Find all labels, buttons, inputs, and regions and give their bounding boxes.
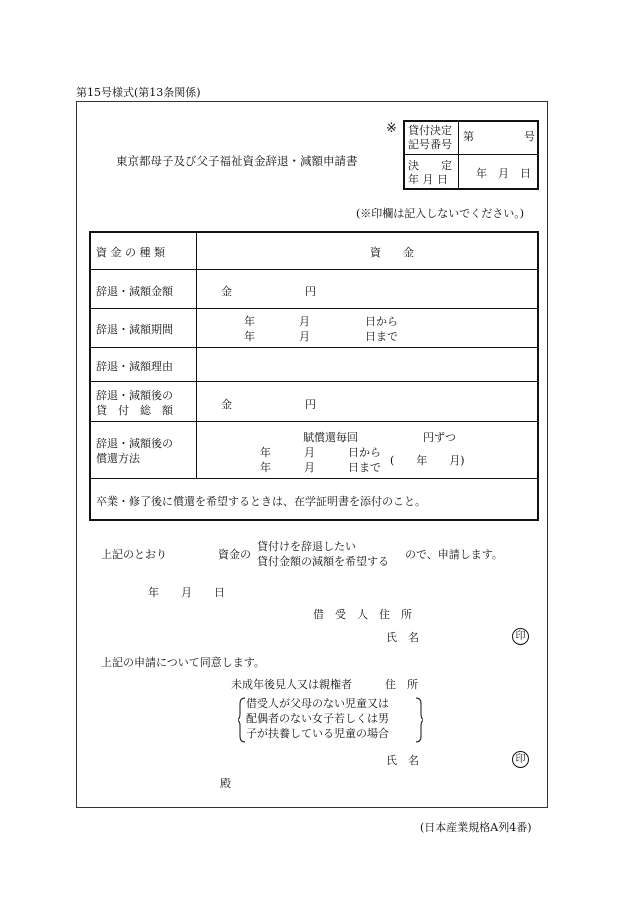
borrower-address-label: 借 受 人 住 所 <box>313 608 412 621</box>
statement-suffix: ので、申請します。 <box>405 548 503 561</box>
method-to: 年 月 日まで <box>260 461 381 474</box>
amount-unit: 円 <box>305 285 316 298</box>
guardian-condition-1: 借受人が父母のない児童又は <box>246 697 389 710</box>
decision-date-label-1: 決 定 <box>408 159 452 172</box>
total-label-1: 辞退・減額後の <box>96 389 173 402</box>
method-period-paren: ( 年 月) <box>390 454 465 467</box>
statement-option-reduce: 貸付金額の減額を希望する <box>257 555 389 568</box>
total-label-2: 貸 付 総 額 <box>96 404 173 417</box>
statement-option-decline: 貸付けを辞退したい <box>257 540 356 553</box>
guardian-condition-brackets <box>238 696 423 744</box>
reason-label: 辞退・減額理由 <box>96 360 173 373</box>
borrower-seal-mark: 印 <box>512 628 529 645</box>
guardian-condition-2: 配偶者のない女子若しくは男 <box>246 712 389 725</box>
decision-date-value: 年 月 日 <box>476 167 531 180</box>
loan-number-prefix: 第 <box>463 130 474 143</box>
statement-prefix: 上記のとおり <box>101 548 167 561</box>
fund-type-value: 資 金 <box>370 246 414 259</box>
guardian-seal-mark: 印 <box>512 751 529 768</box>
borrower-name-label: 氏 名 <box>386 631 419 644</box>
loan-decision-label-2: 記号番号 <box>408 138 452 151</box>
fund-type-label: 資 金 の 種 類 <box>96 246 165 259</box>
method-label-1: 辞退・減額後の <box>96 437 173 450</box>
method-per-installment: 賦償還毎回 <box>303 431 358 444</box>
table-footnote: 卒業・修了後に償還を希望するときは、在学証明書を添付のこと。 <box>96 495 426 508</box>
form-title: 東京都母子及び父子福祉資金辞退・減額申請書 <box>116 154 358 168</box>
stamp-note: (※印欄は記入しないでください。) <box>356 207 525 220</box>
loan-decision-label-1: 貸付決定 <box>408 124 452 137</box>
total-unit: 円 <box>305 398 316 411</box>
asterisk-mark: ※ <box>386 121 397 136</box>
addressee-suffix: 殿 <box>220 777 231 790</box>
total-prefix: 金 <box>221 398 232 411</box>
paper-size-note: (日本産業規格A列4番) <box>420 821 532 834</box>
amount-label: 辞退・減額金額 <box>96 285 173 298</box>
period-to: 年 月 日まで <box>244 330 398 343</box>
guardian-name-label: 氏 名 <box>386 754 419 767</box>
application-date: 年 月 日 <box>148 586 225 599</box>
method-per-suffix: 円ずつ <box>423 431 456 444</box>
consent-text: 上記の申請について同意します。 <box>101 656 265 669</box>
decision-date-label-2: 年 月 日 <box>408 173 448 186</box>
period-from: 年 月 日から <box>244 315 398 328</box>
guardian-address-label: 住 所 <box>385 678 418 691</box>
method-from: 年 月 日から <box>260 446 381 459</box>
amount-prefix: 金 <box>221 285 232 298</box>
guardian-condition-3: 子が扶養している児童の場合 <box>246 727 389 740</box>
statement-fund: 資金の <box>218 548 251 561</box>
loan-number-suffix: 号 <box>524 130 535 143</box>
method-label-2: 償還方法 <box>96 452 140 465</box>
guardian-label: 未成年後見人又は親権者 <box>231 678 352 691</box>
period-label: 辞退・減額期間 <box>96 323 173 336</box>
form-number: 第15号様式(第13条関係) <box>76 86 201 99</box>
